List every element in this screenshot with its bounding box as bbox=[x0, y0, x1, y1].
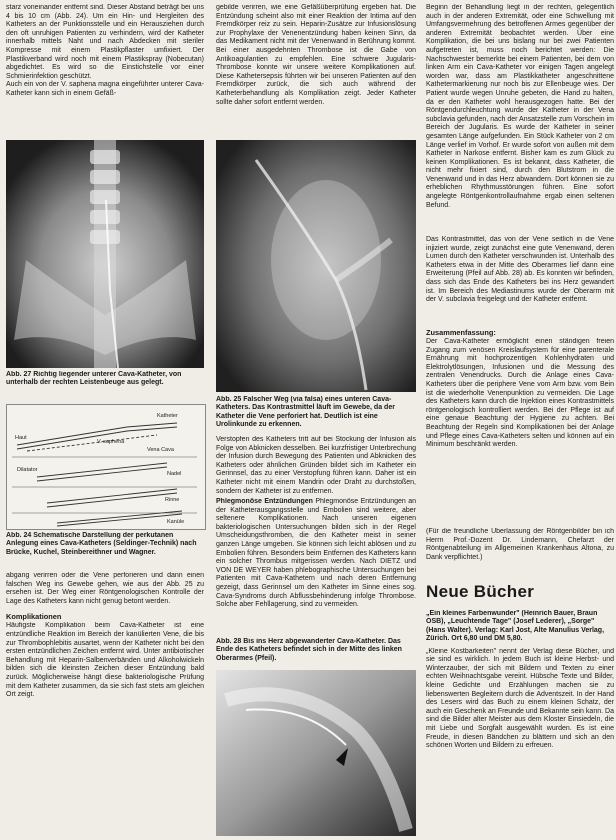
diagram-label: Vena Cava bbox=[147, 447, 174, 453]
caption-text: Abb. 28 Bis ins Herz abgewanderter Cava-Katheter. Das Ende des Katheters befindet sich in der Mitte des linken Oberarmes (Pfeil). bbox=[216, 638, 402, 662]
caption-text: Abb. 27 Richtig liegender unterer Cava-Katheter, von unterhalb der rechten Leistenbeuge aus gelegt. bbox=[6, 371, 182, 387]
body-text: „Kleine Kostbarkeiten" nennt der Verlag diese Bücher, und sie sind es wirklich. In jedem Buch ist kleine Herbst- und Winterzauber, der sich mit Bildern und Texten zu einer echten Weihnachtsgabe vereint. Hübsche Texte und Bilder, kleine Gedichte und Erzählungen machen sie zu liebenswerten Begleitern durch die Adventszeit. In der Hand des Lesers wird das Buch zu einem kleinen Schatz, der auch ein Geschenk an Freunde und Bekannte sein kann. Da sind die Bilder alter Meister aus dem Kloster Einsiedeln, die mit Liebe und Sorgfalt ausgewählt wurden. Es ist eine Freude, in diesen Bändchen zu blättern und sich an den schönen Worten und Bildern zu erfreuen. bbox=[426, 647, 614, 750]
fig25-caption bbox=[216, 396, 416, 432]
body-text bbox=[216, 498, 416, 610]
section-heading: Zusammenfassung: bbox=[426, 328, 496, 337]
col2-mid-text bbox=[216, 436, 416, 496]
xray-figure-28 bbox=[216, 670, 416, 836]
xray-image bbox=[6, 140, 204, 368]
footnote-text: (Für die freundliche Überlassung der Röntgenbilder bin ich Herrn Prof.-Dozent Dr. Lindemann, Chefarzt der Röntgenabteilung im Allgemeinen Krankenhaus Altona, zu Dank verpflichtet.) bbox=[426, 528, 614, 561]
fig24-caption bbox=[6, 532, 204, 568]
fig27-caption bbox=[6, 371, 204, 399]
xray-figure-25 bbox=[216, 140, 416, 392]
diagram-label: Kanüle bbox=[167, 519, 185, 525]
col3-zusammenfassung bbox=[426, 326, 614, 526]
body-text: gebilde verirren, wie eine Gefäßüberprüfung ergeben hat. Die Entzündung scheint also mit einer Reaktion der Intima auf den Fremdkörper reiz zu sein. Heparin-Zusätze zur Infusionslösung zur Prophylaxe der Venenentzündung haben keinen Sinn, da das Medikament nicht mit der Venenwand in Berührung kommt. Bei einer ausgedehnten Thrombose ist die Gabe von Antikoagulantien zu empfehlen. Eine schwere Jugularis-Thrombose konnte wir unsere weitere Komplikationen auf. Diese Kathetersepsis führten wir bei unseren Patienten auf den Fremdkörper zurück, die sich auch während der Katheterbehandlung als Komplikation zeigt. Jeder Katheter sollte daher sofort entfernt werden. bbox=[216, 4, 416, 106]
body-text: Verstopfen des Katheters tritt auf bei Stockung der Infusion als Folge von Abknicken desselben. Bei kurzfristiger Unterbrechung der Infusion durch Bewegung des Patienten und Abknicken des Katheters oder ähnlichen Gründen bildet sich im Katheter ein Gerinnsel, das zu einer Verstopfung führen kann. Daher ist ein Katheter nicht mit einem Mandrin oder Draht zu durchstoßen, sondern der Katheter ist zu entfernen. bbox=[216, 436, 416, 495]
seldinger-diagram bbox=[6, 404, 206, 530]
col3-footnote bbox=[426, 528, 614, 572]
body-text: Der Cava-Katheter ermöglicht einen ständigen freien Zugang zum venösen Kreislaufsystem für eine parenterale Ernährung mit hochprozentigen Kohlenhydraten und Elektrolytlösungen, Infusionen und die Messung des zentralen Venendrucks. Durch die Anlage eines Cava-Katheters über die periphere Vene vom Arm bzw. vom Bein ist die wiederholte Venenpunktion zu vermeiden. Die Lage des Katheters kann durch die Injektion eines Kontrastmittels röntgenologisch kontrolliert werden. Bei der Pflege ist auf eine genaue Beachtung der Hygiene zu achten. Bei Beachtung der Regeln sind Komplikationen bei der Anlage und Pflege eines Cava-Katheters selten und können auf ein Minimum beschränkt werden. bbox=[426, 338, 614, 449]
xray-image bbox=[216, 670, 416, 836]
neue-buecher-heading: Neue Bücher bbox=[426, 582, 535, 601]
diagram-label: Rinne bbox=[165, 497, 180, 503]
col2-phleb bbox=[216, 498, 416, 634]
body-text: Häufigste Komplikation beim Cava-Katheter ist eine entzündliche Reaktion im Bereich der kanülierten Vene, die bis zur Thrombophlebitis ausartet, wenn der Katheter nicht bei den ersten entzündlichen Zeichen entfernt wird. Unter antibiotischer Behandlung mit Heparin-Salbenverbänden und Alkoholwickeln bilden sich die kleinsten Zeichen dieser Entzündung bald zurück. Möglicherweise hängt diese bakteriologische Prüfung mit dem Katheter zusammen, da sie sich fast stets am gleichen Ort zeigt. bbox=[6, 622, 204, 699]
body-text: starz voneinander entfernt sind. Dieser Abstand beträgt bei uns 4 bis 10 cm (Abb. 24). Um ein Hin- und Hergleiten des Katheters an der Punktionsstelle und ein Herausziehen durch den oft unruhigen Patienten zu verhindern, wird der Katheter innerhalb mittels Naht und nach Abdecken mit steriler Kompresse mit einem Plastikpflaster umfixiert. Der Plastikverband wird noch mit einem Plastikspray (Nobecutan) abgedichtet. Es wird so die Einstichstelle vor einer Schmierinfektion geschützt. Auch ein von der V. saphena magna eingeführter unterer Cava-Katheter kann sich in einem Gefäß- bbox=[6, 4, 204, 97]
body-text: abgang verirren oder die Vene perforieren und dann einen falschen Weg ins Gewebe gehen, wie aus der Abb. 25 zu ersehen ist. Der Weg einer Röntgenologischen Kontrolle der Lage des Katheters kann nicht genug betont werden. bbox=[6, 572, 204, 605]
diagram-label: Katheter bbox=[157, 413, 178, 419]
col3-books bbox=[426, 610, 614, 836]
col3-top-text bbox=[426, 4, 614, 234]
col1-top-text bbox=[6, 4, 204, 136]
inline-heading: Phlegmonöse Entzündungen bbox=[216, 498, 313, 505]
fig28-caption bbox=[216, 638, 416, 666]
xray-figure-27 bbox=[6, 140, 204, 368]
diagram-label: V. saphena bbox=[97, 439, 125, 445]
section-heading: Komplikationen bbox=[6, 612, 62, 622]
body-text-span: Phlegmonöse Entzündungen an der Katheterausgangsstelle und Embolien sind weitere, aber seltenere Komplikationen. Nach unseren eigenen bakteriologischen Untersuchungen bilden sich in der Regel Umscheidungsthromben, die den Katheter meist in seiner ganzen Länge umgeben. Sie können sich leicht ablösen und zu Embolien führen. Besonders beim Entfernen des Katheters kann ein solcher Thrombus mitgerissen werden. Nach DIETZ und VON DE WEYER haben phlebographische Untersuchungen bei Patienten mit Cava-Kathetern und nach deren Entfernung gezeigt, dass Gerinnsel um den Katheter im Sinne eines sog. Cava-Syndroms durch Abflussbehinderung infolge Thrombose. Solche aber Fehllagerung, sind zu vermeiden. bbox=[216, 498, 416, 609]
caption-text: Abb. 24 Schematische Darstellung der perkutanen Anlegung eines Cava-Katheters (Seldinger-Technik) nach Brücke, Kuchel, Steinbereithner und Wagner. bbox=[6, 532, 197, 556]
caption-text: Abb. 25 Falscher Weg (via falsa) eines unteren Cava-Katheters. Das Kontrastmittel läuft im Gewebe, da der Katheter die Vene perforiert hat. Deutlich ist eine Urolinkunde zu erkennen. bbox=[216, 396, 395, 429]
body-text: Das Kontrastmittel, das von der Vene seitlich in die Vene injiziert wurde, zeigt zunächst eine gute Venenwand, deren Lumen durch den Katheter verschwunden ist. Unterhalb des Katheters etwa in der Mitte des Oberarmes lief dann eine Erweiterung (Pfeil auf Abb. 28) ab. Es konnten wir befinden, dass sich das Ende des Katheters bei ins Herz gewandert ist. Im Bereich des Mediastinums wurde der Oberarm mit der V. subclavia freigelegt und der Katheter entfernt. bbox=[426, 236, 614, 304]
diagram-label: Dilatator bbox=[17, 467, 38, 473]
book-titles: „Ein kleines Farbenwunder" (Heinrich Bauer, Braun OSB), „Leuchtende Tage" (Josef Lederer), „Sorge" (Hans Walter). Verlag: Karl Jost, Alte Manulius Verlag, Zürich. Ort 6,80 und DM 5,80. bbox=[426, 610, 605, 643]
body-text: Beginn der Behandlung liegt in der rechten, gelegentlich auch in der anderen Extremität, oder eine Schwellung mit Umfangsvermehrung des betroffenen Armes gegenüber der anderen Extremität beobachtet werden. Über eine Komplikation, die bei uns bislang nur bei zwei Patienten aufgetreten ist, muss noch berichtet werden: Die Nachschwester bemerkte bei einem Patienten, bei dem von linken Arm ein Cava-Katheter vor einigen Tagen angelegt worden war, dass am Plastikkatheter angeschnittene Kathetermarkierung nur noch bis zur Ellenbeuge wies. Der Patient wurde wegen Unruhe gebeten, die Hand zu halten, da er den Katheter wohl herausgezogen hatte. Bei der Röntgendurchleuchtung wurde der Katheter in der Vena subclavia gefunden, nach der Ansatzstelle zum Vorschein im Bereich der Jugularis. Es wurde der Katheter in seiner gesamten Länge aufgefunden. Ein Stück Katheter von 2 cm Länge verlief im Vorhof. Er wurde sofort von außen mit dem Katheter in Narkose entfernt. Bisher kam es zum Glück zu keinen Komplikationen. Es ist bekannt, dass Katheter, die nicht mehr fixiert sind, durch den Blutstrom in die Venenwand und in das Herz abwandern. Dort können sie zu erheblichen Rhythmusstörungen führen. Eine sofort angelegte Röntgenkontrollaufnahme ergab einen seltenen Befund. bbox=[426, 4, 614, 209]
col1-bottom-text bbox=[6, 572, 204, 834]
col2-top-text bbox=[216, 4, 416, 136]
diagram-label: Nadel bbox=[167, 471, 182, 477]
diagram-label: Haut bbox=[15, 435, 27, 441]
col3-top-text2 bbox=[426, 236, 614, 322]
xray-image bbox=[216, 140, 416, 392]
